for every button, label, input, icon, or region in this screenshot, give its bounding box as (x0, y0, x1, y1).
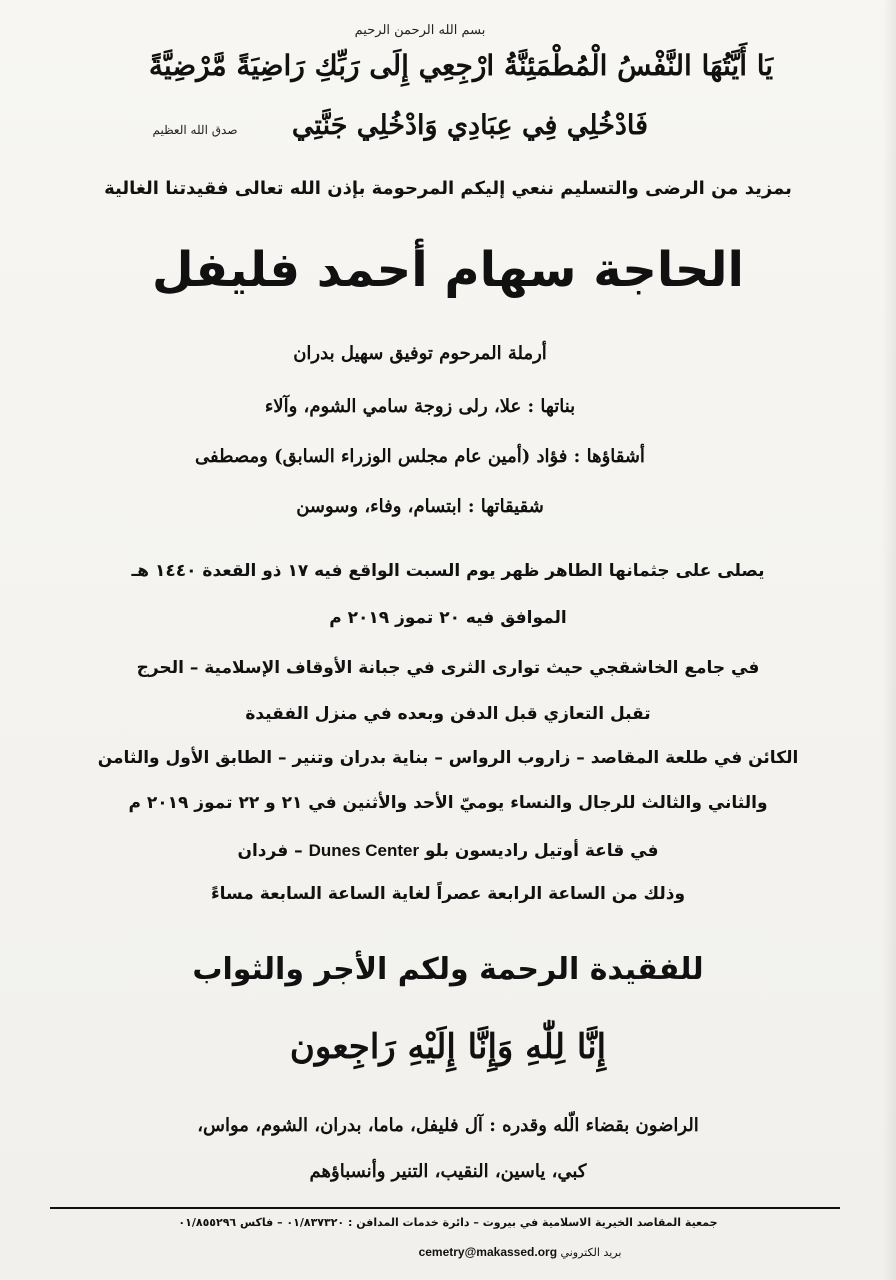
hall-name-ar: في قاعة أوتيل راديسون بلو (425, 841, 659, 861)
funeral-line-1: يصلى على جثمانها الطاهر ظهر يوم السبت الواقع فيه ١٧ ذو القعدة ١٤٤٠ هـ (131, 561, 765, 581)
funeral-line-8: وذلك من الساعة الرابعة عصراً لغاية الساعة السابعة مساءً (210, 884, 686, 904)
hall-area: – فردان (237, 841, 303, 861)
footer-divider (50, 1207, 840, 1209)
dunes-center: Dunes Center (308, 841, 420, 860)
deceased-name: الحاجة سهام أحمد فليفل (152, 242, 744, 298)
funeral-line-3: في جامع الخاشقجي حيث توارى الثرى في جبانة الأوقاف الإسلامية – الحرج (136, 658, 760, 678)
footer-email-line (400, 1246, 640, 1258)
funeral-line-5: الكائن في طلعة المقاصد – زاروب الرواس – بناية بدران وتنير – الطابق الأول والثامن (97, 748, 799, 768)
sadaq-allah: صدق الله العظيم (152, 123, 238, 137)
funeral-line-7 (0, 842, 896, 860)
quran-verse-line-2: فَادْخُلِي فِي عِبَادِي وَادْخُلِي جَنَّتِي (291, 110, 649, 141)
sisters: شقيقاتها : ابتسام، وفاء، وسوسن (296, 496, 544, 517)
inna-lillah-verse: إِنَّا لِلّٰهِ وَإِنَّا إِلَيْهِ رَاجِعون (289, 1027, 607, 1067)
mourners-line-1: الراضون بقضاء الّله وقدره : آل فليفل، ماما، بدران، الشوم، مواس، (197, 1115, 699, 1136)
brothers: أشقاؤها : فؤاد (أمين عام مجلس الوزراء السابق) ومصطفى (195, 446, 645, 467)
mourners-line-2: كبي، ياسين، النقيب، التنير وأنسباؤهم (309, 1161, 587, 1182)
funeral-line-6: والثاني والثالث للرجال والنساء يوميّ الأحد والأثنين في ٢١ و ٢٢ تموز ٢٠١٩ م (128, 793, 768, 813)
intro-text: بمزيد من الرضى والتسليم ننعي إليكم المرحومة بإذن الله تعالى فقيدتنا الغالية (104, 178, 792, 199)
mercy-line: للفقيدة الرحمة ولكم الأجر والثواب (192, 952, 704, 987)
daughters: بناتها : علا، رلى زوجة سامي الشوم، وآلاء (264, 396, 576, 417)
quran-verse-line-1: يَا أَيَّتُهَا النَّفْسُ الْمُطْمَئِنَّةُ ارْجِعِي إِلَى رَبِّكِ رَاضِيَةً مَّرْضِيَّةً (148, 49, 774, 82)
funeral-line-2: الموافق فيه ٢٠ تموز ٢٠١٩ م (329, 608, 567, 628)
email-label: بريد الكتروني (560, 1246, 622, 1259)
widow-of: أرملة المرحوم توفيق سهيل بدران (293, 343, 547, 364)
funeral-line-4: تقبل التعازي قبل الدفن وبعده في منزل الفقيدة (245, 704, 651, 724)
basmala: بسم الله الرحمن الرحيم (354, 23, 486, 38)
email-link[interactable]: cemetry@makassed.org (418, 1245, 558, 1259)
footer-org-line: جمعية المقاصد الخيرية الاسلامية في بيروت – دائرة خدمات المدافن : ٠١/٨٣٧٣٢٠ – فاكس ٠١/٨٥٥٢٩٦ (178, 1216, 718, 1229)
